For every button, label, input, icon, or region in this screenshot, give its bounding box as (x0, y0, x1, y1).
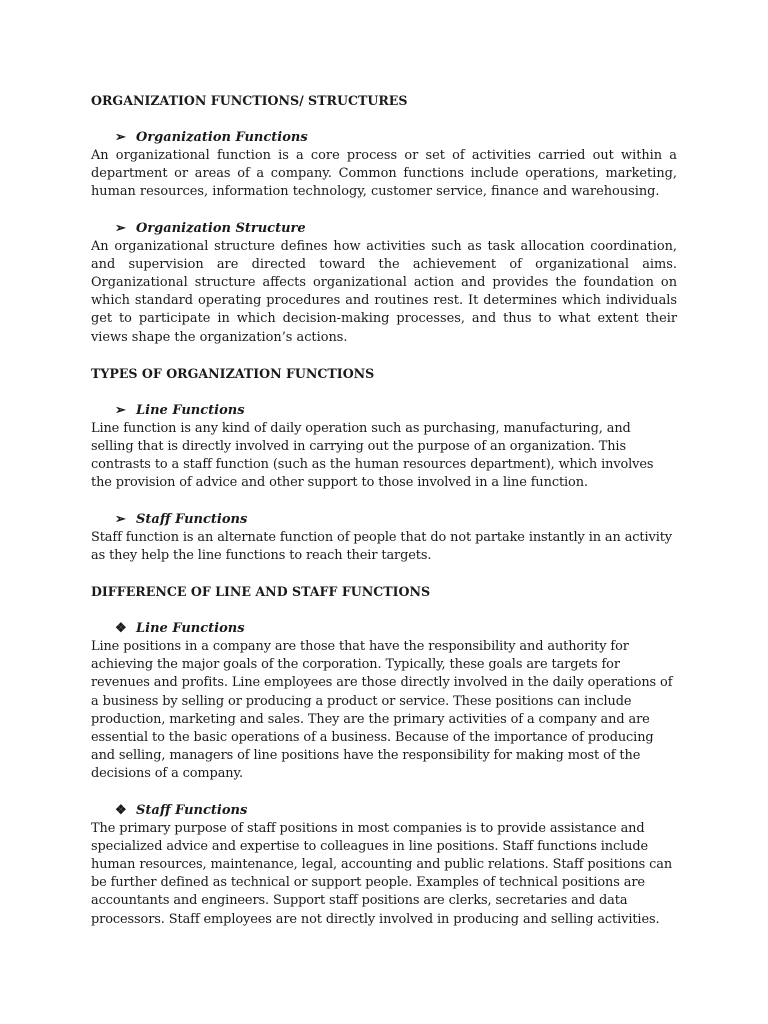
subheading-label: Staff Functions (136, 511, 248, 527)
diamond-bullet-icon: ❖ (115, 621, 127, 637)
subheading-line-functions (91, 402, 677, 420)
subheading-label: Organization Structure (136, 220, 306, 236)
subheading-staff-functions-difference (91, 802, 677, 820)
paragraph-line-functions: Line function is any kind of daily operation such as purchasing, manufacturing, and selling that is directly involved in carrying out the purpose of an organization. This contrasts to a staff function (such as the human resources department), which involves the provision of advice and other support to those involved in a line function. (91, 420, 654, 491)
arrow-bullet-icon: ➢ (115, 511, 126, 527)
section-heading-difference-of-line-and-staff-functions: DIFFERENCE OF LINE AND STAFF FUNCTIONS (91, 584, 431, 600)
paragraph-organization-functions: An organizational function is a core process or set of activities carried out within a department or areas of a company. Common functions include operations, marketing, human resources, information technology, customer service, finance and warehousing. (91, 148, 677, 200)
diamond-bullet-icon: ❖ (115, 802, 127, 818)
section-heading-types-of-organization-functions: TYPES OF ORGANIZATION FUNCTIONS (91, 365, 375, 381)
subheading-label: Line Functions (136, 402, 245, 418)
subheading-label: Line Functions (136, 621, 245, 637)
paragraph-staff-positions: The primary purpose of staff positions in most companies is to provide assistance and specialized advice and expertise to colleagues in line positions. Staff functions include human resources, maintenance, legal, accounting and public relations. Staff positions can be further defined as technical or support people. Examples of technical positions are accountants and engineers. Support staff positions are clerks, secretaries and data processors. Staff employees are not directly involved in producing and selling activities. (91, 820, 673, 927)
subheading-organization-structure (91, 220, 677, 238)
subheading-staff-functions (91, 511, 677, 529)
subheading-organization-functions (91, 129, 677, 147)
arrow-bullet-icon: ➢ (115, 130, 126, 145)
subheading-label: Organization Functions (136, 130, 308, 145)
subheading-line-functions-difference (91, 620, 677, 638)
arrow-bullet-icon: ➢ (115, 220, 126, 236)
section-heading-organization-functions-structures: ORGANIZATION FUNCTIONS/ STRUCTURES (91, 93, 408, 108)
arrow-bullet-icon: ➢ (115, 402, 126, 418)
subheading-label: Staff Functions (136, 802, 248, 818)
paragraph-staff-functions: Staff function is an alternate function of people that do not partake instantly in an activity as they help the line functions to reach their targets. (91, 529, 672, 563)
paragraph-line-positions: Line positions in a company are those that have the responsibility and authority for achieving the major goals of the corporation. Typically, these goals are targets for revenues and profits. Line employees are those directly involved in the daily operations of a business by selling or producing a product or service. These positions can include production, marketing and sales. They are the primary activities of a company and are essential to the basic operations of a business. Because of the importance of producing and selling, managers of line positions have the responsibility for making most of the decisions of a company. (91, 639, 673, 782)
document-page (91, 92, 677, 947)
paragraph-organization-structure: An organizational structure defines how activities such as task allocation coordination, and supervision are directed toward the achievement of organizational aims. Organizational structure affects organizational action and provides the foundation on which standard operating procedures and routines rest. It determines which individuals get to participate in which decision-making processes, and thus to what extent their views shape the organization’s actions. (91, 238, 677, 345)
